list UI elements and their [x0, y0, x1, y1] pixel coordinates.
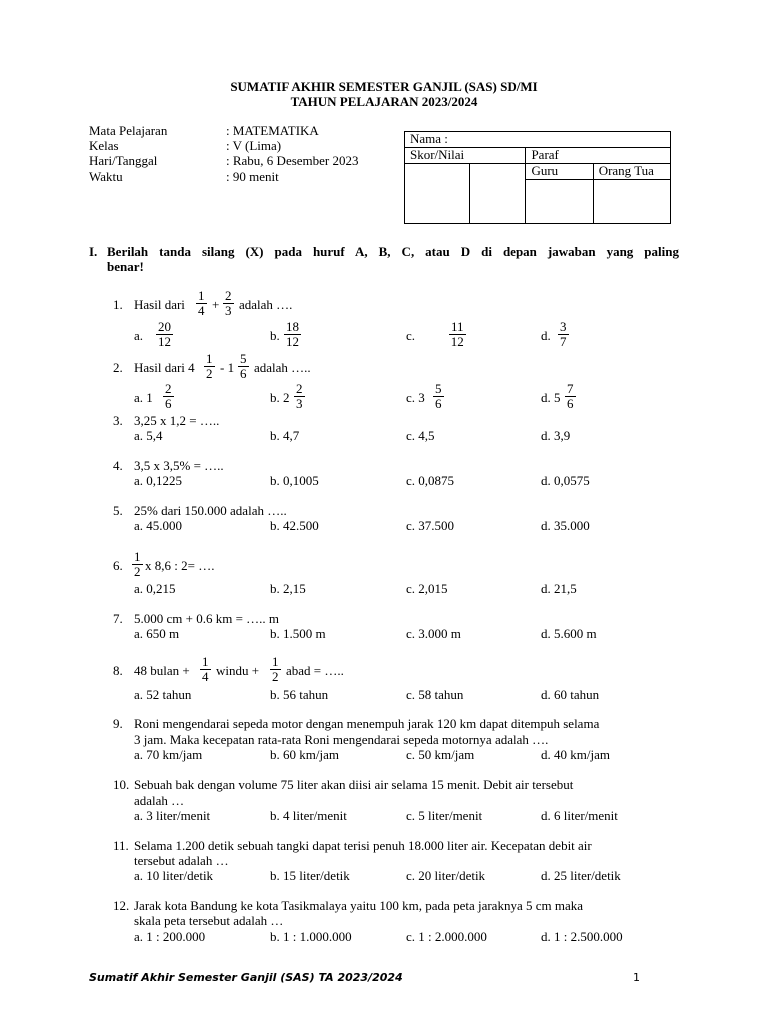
q1-text-post: adalah ….: [239, 297, 293, 312]
q8-text-post: abad = …..: [286, 663, 344, 678]
q8-number: 8.: [113, 663, 123, 678]
q1-option-c-label[interactable]: c.: [406, 328, 416, 343]
q11-number: 11.: [113, 838, 129, 853]
q1-option-b-fraction: $\frac{18}{12}$: [286, 319, 299, 349]
name-field[interactable]: Nama :: [405, 132, 671, 148]
q10-number: 10.: [113, 777, 130, 792]
q9-text-line-1: Roni mengendarai sepeda motor dengan menempuh jarak 120 km dapat ditempuh selama: [134, 716, 600, 731]
parent-signature-cell[interactable]: [593, 180, 670, 224]
q12-option-b[interactable]: b. 1 : 1.000.000: [270, 929, 352, 944]
q12-number: 12.: [113, 898, 130, 913]
q7-number: 7.: [113, 611, 123, 626]
q2-text-pre: Hasil dari 4: [134, 360, 195, 375]
info-value-time: : 90 menit: [226, 169, 279, 184]
q7-option-a[interactable]: a. 650 m: [134, 626, 180, 641]
q2-option-d-label[interactable]: d. 5: [541, 390, 561, 405]
q1-option-a-label[interactable]: a.: [134, 328, 144, 343]
q4-option-a[interactable]: a. 0,1225: [134, 473, 183, 488]
q12-option-c[interactable]: c. 1 : 2.000.000: [406, 929, 487, 944]
q5-option-b[interactable]: b. 42.500: [270, 518, 319, 533]
q1-text-pre: Hasil dari: [134, 297, 185, 312]
q11-text-line-1: Selama 1.200 detik sebuah tangki dapat terisi penuh 18.000 liter air. Kecepatan debit air: [134, 838, 592, 853]
q7-option-b[interactable]: b. 1.500 m: [270, 626, 326, 641]
info-label-subject: Mata Pelajaran: [89, 123, 168, 138]
q1-number: 1.: [113, 297, 123, 312]
q2-text-post: adalah …..: [254, 360, 311, 375]
q8-option-b[interactable]: b. 56 tahun: [270, 687, 329, 702]
page-number: 1: [633, 971, 640, 984]
q3-option-b[interactable]: b. 4,7: [270, 428, 300, 443]
q8-text-pre: 48 bulan +: [134, 663, 190, 678]
q4-option-d[interactable]: d. 0,0575: [541, 473, 590, 488]
score-box: [404, 131, 671, 224]
q4-option-c[interactable]: c. 0,0875: [406, 473, 455, 488]
teacher-signature-cell[interactable]: [526, 180, 593, 224]
q2-option-c-label[interactable]: c. 3: [406, 390, 425, 405]
q6-text: x 8,6 : 2= ….: [145, 558, 215, 573]
score-label: Skor/Nilai: [405, 148, 526, 164]
q1-option-a-fraction: $\frac{20}{12}$: [158, 319, 171, 349]
q11-option-b[interactable]: b. 15 liter/detik: [270, 868, 350, 883]
instruction-line-2: benar!: [107, 259, 144, 274]
q1-plus: +: [212, 297, 220, 312]
q9-option-a[interactable]: a. 70 km/jam: [134, 747, 203, 762]
section-number: I.: [89, 244, 98, 259]
q6-number: 6.: [113, 558, 123, 573]
q11-option-c[interactable]: c. 20 liter/detik: [406, 868, 486, 883]
q1-option-b-label[interactable]: b.: [270, 328, 280, 343]
q8-option-d[interactable]: d. 60 tahun: [541, 687, 600, 702]
q7-option-c[interactable]: c. 3.000 m: [406, 626, 461, 641]
q12-option-d[interactable]: d. 1 : 2.500.000: [541, 929, 623, 944]
teacher-label: Guru: [526, 164, 593, 180]
q6-option-b[interactable]: b. 2,15: [270, 581, 306, 596]
q1-option-d-label[interactable]: d.: [541, 328, 551, 343]
info-value-subject: : MATEMATIKA: [226, 123, 319, 138]
title-line-1: SUMATIF AKHIR SEMESTER GANJIL (SAS) SD/MI: [230, 79, 538, 94]
q1-fraction-1: $\frac{1}{4}$: [198, 288, 205, 318]
q10-option-c[interactable]: c. 5 liter/menit: [406, 808, 483, 823]
q9-text-line-2: 3 jam. Maka kecepatan rata-rata Roni mengendarai sepeda motornya adalah ….: [134, 732, 549, 747]
q8-text-mid: windu +: [216, 663, 260, 678]
q2-number: 2.: [113, 360, 123, 375]
q9-option-d[interactable]: d. 40 km/jam: [541, 747, 610, 762]
q9-option-c[interactable]: c. 50 km/jam: [406, 747, 475, 762]
q5-option-d[interactable]: d. 35.000: [541, 518, 590, 533]
q10-option-a[interactable]: a. 3 liter/menit: [134, 808, 211, 823]
score-cell-1[interactable]: [405, 180, 470, 224]
q2-text-mid: - 1: [220, 360, 235, 375]
q11-option-d[interactable]: d. 25 liter/detik: [541, 868, 621, 883]
q8-fraction-2: $\frac{1}{2}$: [272, 654, 279, 684]
q6-option-a[interactable]: a. 0,215: [134, 581, 176, 596]
q10-option-b[interactable]: b. 4 liter/menit: [270, 808, 347, 823]
q3-option-a[interactable]: a. 5,4: [134, 428, 163, 443]
q8-option-a[interactable]: a. 52 tahun: [134, 687, 192, 702]
q1-option-d-fraction: $\frac{3}{7}$: [560, 319, 567, 349]
q3-number: 3.: [113, 413, 123, 428]
parent-label: Orang Tua: [593, 164, 670, 180]
q1-option-c-fraction: $\frac{11}{12}$: [450, 319, 464, 349]
q10-text-line-1: Sebuah bak dengan volume 75 liter akan diisi air selama 15 menit. Debit air tersebut: [134, 777, 574, 792]
q4-number: 4.: [113, 458, 123, 473]
q12-text-line-1: Jarak kota Bandung ke kota Tasikmalaya yaitu 100 km, pada peta jaraknya 5 cm maka: [134, 898, 584, 913]
q7-option-d[interactable]: d. 5.600 m: [541, 626, 597, 641]
q2-option-a-fraction: $\frac{2}{6}$: [165, 381, 172, 411]
q9-number: 9.: [113, 716, 123, 731]
q1-fraction-2: $\frac{2}{3}$: [225, 288, 232, 318]
footer-text: Sumatif Akhir Semester Ganjil (SAS) TA 2023/2024: [89, 971, 403, 984]
q4-text: 3,5 x 3,5% = …..: [134, 458, 224, 473]
q6-option-c[interactable]: c. 2,015: [406, 581, 448, 596]
q2-option-c-fraction: $\frac{5}{6}$: [435, 381, 442, 411]
title-line-2: TAHUN PELAJARAN 2023/2024: [290, 94, 478, 109]
q3-text: 3,25 x 1,2 = …..: [134, 413, 220, 428]
q8-fraction-1: $\frac{1}{4}$: [202, 654, 209, 684]
q2-option-d-fraction: $\frac{7}{6}$: [567, 381, 574, 411]
q5-option-a[interactable]: a. 45.000: [134, 518, 183, 533]
q5-option-c[interactable]: c. 37.500: [406, 518, 455, 533]
q2-fraction-2: $\frac{5}{6}$: [240, 351, 247, 381]
q6-fraction: $\frac{1}{2}$: [134, 549, 141, 579]
info-label-date: Hari/Tanggal: [89, 153, 158, 168]
q4-option-b[interactable]: b. 0,1005: [270, 473, 319, 488]
instruction-line-1: Berilah tanda silang (X) pada huruf A, B, C, atau D di depan jawaban yang paling: [107, 244, 679, 259]
q2-option-a-label[interactable]: a. 1: [134, 390, 153, 405]
q11-option-a[interactable]: a. 10 liter/detik: [134, 868, 214, 883]
q10-text-line-2: adalah …: [134, 793, 185, 808]
q5-number: 5.: [113, 503, 123, 518]
q2-fraction-1: $\frac{1}{2}$: [206, 351, 213, 381]
score-cell-2[interactable]: [470, 180, 526, 224]
q6-option-d[interactable]: d. 21,5: [541, 581, 577, 596]
q9-option-b[interactable]: b. 60 km/jam: [270, 747, 339, 762]
info-value-class: : V (Lima): [226, 138, 282, 153]
q5-text: 25% dari 150.000 adalah …..: [134, 503, 287, 518]
info-label-time: Waktu: [89, 169, 123, 184]
info-value-date: : Rabu, 6 Desember 2023: [226, 153, 359, 168]
q12-option-a[interactable]: a. 1 : 200.000: [134, 929, 206, 944]
q2-option-b-label[interactable]: b. 2: [270, 390, 290, 405]
q3-option-d[interactable]: d. 3,9: [541, 428, 571, 443]
q7-text: 5.000 cm + 0.6 km = ….. m: [134, 611, 280, 626]
signature-label: Paraf: [526, 148, 671, 164]
info-label-class: Kelas: [89, 138, 119, 153]
q2-option-b-fraction: $\frac{2}{3}$: [296, 381, 303, 411]
q12-text-line-2: skala peta tersebut adalah …: [134, 913, 284, 928]
q10-option-d[interactable]: d. 6 liter/menit: [541, 808, 618, 823]
q8-option-c[interactable]: c. 58 tahun: [406, 687, 464, 702]
q3-option-c[interactable]: c. 4,5: [406, 428, 435, 443]
q11-text-line-2: tersebut adalah …: [134, 853, 229, 868]
